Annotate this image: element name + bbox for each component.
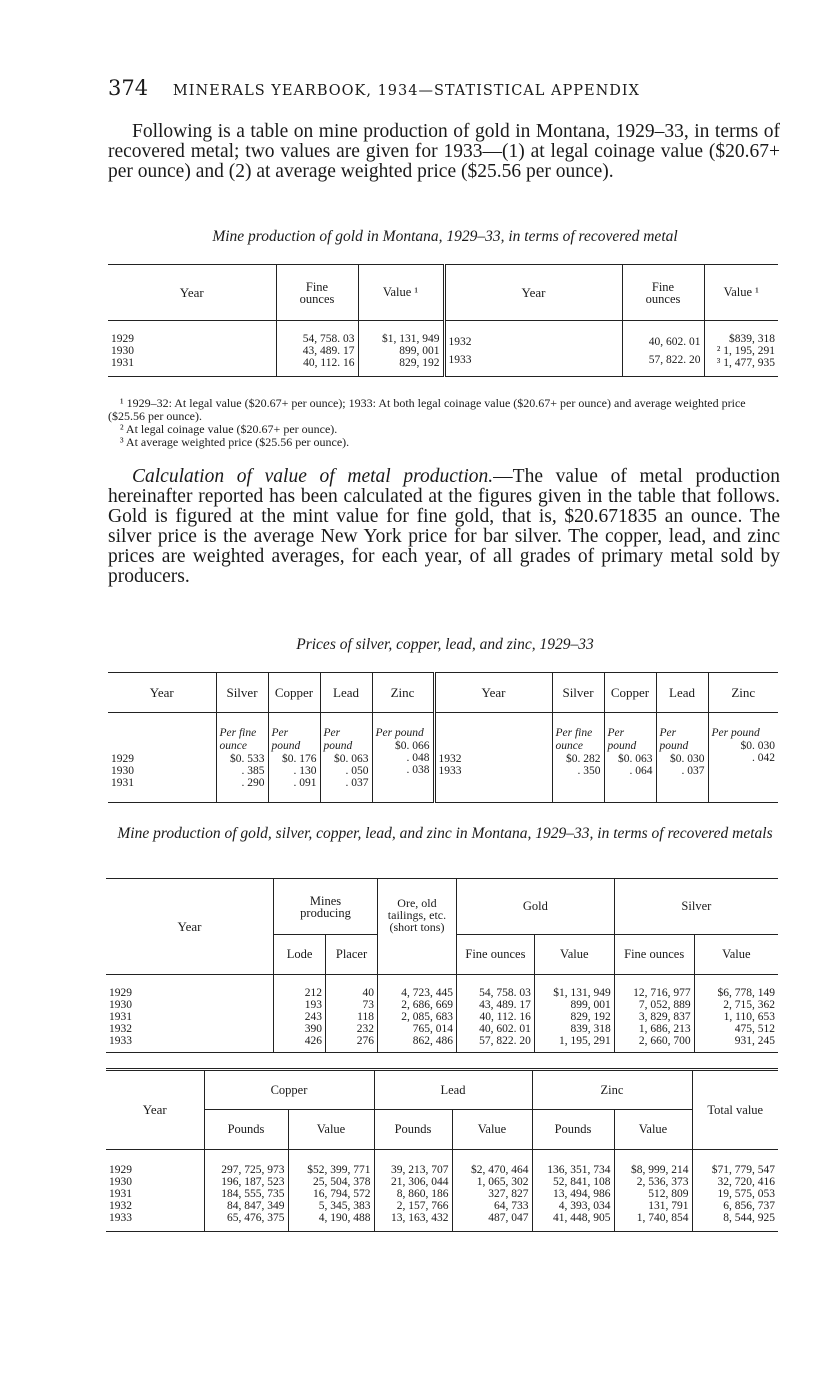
t2-year: 1933 [438, 765, 462, 777]
table3-lode: 243 [274, 1011, 326, 1023]
table4-pb-lb: 2, 157, 766 [374, 1200, 452, 1212]
t2-unit-copper: Per pound [271, 727, 301, 752]
table3-year: 1931 [109, 1010, 132, 1023]
t3-col-silver-value: Value [694, 935, 778, 975]
table3-lode: 426 [274, 1035, 326, 1047]
col-value-2: Value ¹ [704, 265, 778, 321]
table4-year: 1931 [109, 1187, 132, 1200]
table-row [106, 1035, 778, 1047]
t2-lead: . 050 [345, 765, 369, 777]
table3-gold-oz: 40, 112. 16 [456, 1011, 534, 1023]
running-title: MINERALS YEARBOOK, 1934—STATISTICAL APPENDIX [172, 83, 640, 99]
table3-ore: 2, 686, 669 [377, 999, 456, 1011]
table4-cu-val: 5, 345, 383 [288, 1200, 374, 1212]
table4-pb-val: 487, 047 [452, 1212, 532, 1224]
table-row [106, 1188, 778, 1200]
table4-pb-lb: 8, 860, 186 [374, 1188, 452, 1200]
t3-col-gold-value: Value [534, 935, 614, 975]
table4-total: 19, 575, 053 [692, 1188, 778, 1200]
table3-gold-val: 829, 192 [534, 1011, 614, 1023]
t2-year: 1929 [111, 753, 134, 765]
t4-col-total: Total value [692, 1070, 778, 1150]
table4-zn-lb: 13, 494, 986 [532, 1188, 614, 1200]
t2-zinc: . 038 [406, 764, 430, 776]
table3-silver-val: 2, 715, 362 [694, 999, 778, 1011]
t4-col-copper: Copper [204, 1070, 374, 1110]
t2-col-year: Year [149, 684, 174, 700]
t2-year: 1931 [111, 777, 134, 789]
t1-fine-ounces: 40, 112. 16 [303, 357, 355, 369]
table-row [106, 1200, 778, 1212]
table2-data [108, 713, 778, 803]
t2-copper: . 130 [293, 765, 317, 777]
col-year-2: Year [444, 265, 622, 321]
t4-col-cu-pounds: Pounds [204, 1110, 288, 1150]
table-row [106, 1212, 778, 1224]
t1-year: 1931 [111, 357, 134, 369]
table4-zn-val: 2, 536, 373 [614, 1176, 692, 1188]
table4-zn-val: 512, 809 [614, 1188, 692, 1200]
table3-silver-oz: 1, 686, 213 [614, 1023, 694, 1035]
gold-production-table [108, 264, 778, 377]
t3-col-silver: Silver [614, 879, 778, 935]
footnote-1: ¹ 1929–32: At legal value ($20.67+ per ounce); 1933: At both legal coinage value ($20.67+ per ounce) and average weighted price ($25.56 per ounce). [108, 396, 746, 423]
t2-unit-lead: Per pound [659, 727, 689, 752]
t1-fine-ounces: 40, 602. 01 [648, 336, 701, 348]
table3-gold-val: 1, 195, 291 [534, 1035, 614, 1047]
t2-unit-zinc: Per pound [711, 727, 760, 739]
table4-year: 1929 [109, 1163, 132, 1176]
table4-pb-lb: 39, 213, 707 [374, 1164, 452, 1176]
table3-silver-oz: 7, 052, 889 [614, 999, 694, 1011]
table3-gold-oz: 40, 602. 01 [456, 1023, 534, 1035]
t1-fine-ounces: 43, 489. 17 [302, 345, 355, 357]
table3-caption: Mine production of gold, silver, copper, lead, and zinc in Montana, 1929–33, in terms of recovered metals [117, 825, 773, 842]
table4-pb-lb: 21, 306, 044 [374, 1176, 452, 1188]
t2-unit-silver: Per fine ounce [219, 727, 257, 752]
table3-year: 1933 [109, 1034, 132, 1047]
t1-value-weighted: ³ 1, 477, 935 [716, 357, 775, 369]
table3-lode: 390 [274, 1023, 326, 1035]
table2-caption: Prices of silver, copper, lead, and zinc, 1929–33 [296, 636, 594, 653]
table4-cu-val: 4, 190, 488 [288, 1212, 374, 1224]
table4-zn-lb: 41, 448, 905 [532, 1212, 614, 1224]
table4-pb-val: 64, 733 [452, 1200, 532, 1212]
t2-zinc: . 042 [752, 752, 775, 764]
table3-silver-val: 1, 110, 653 [694, 1011, 778, 1023]
table-row [106, 1176, 778, 1188]
t1-value: 899, 001 [399, 345, 440, 357]
table4-total: 8, 544, 925 [692, 1212, 778, 1224]
t2-copper: . 091 [293, 777, 317, 789]
page-header [108, 76, 788, 100]
table3-silver-val: 931, 245 [694, 1035, 778, 1047]
t1-year: 1930 [111, 345, 134, 357]
table-row [106, 1011, 778, 1023]
t1-year: 1932 [448, 336, 472, 348]
table3-gold-val: $1, 131, 949 [534, 987, 614, 999]
calc-text: —The value of metal production hereinafter reported has been calculated at the figures given in the table that follows. Gold is figured at the mint value for fine gold, that is, $20.671835 an ounce. The silver price is the average New York price for bar silver. The copper, lead, and zinc prices are weighted averages, for each year, of all grades of primary metal sold by producers. [108, 466, 780, 587]
table4-cu-val: 25, 504, 378 [288, 1176, 374, 1188]
intro-text: Following is a table on mine production of gold in Montana, 1929–33, in terms of recovered metal; two values are given for 1933—(1) at legal coinage value ($20.67+ per ounce) and (2) at average weighted price ($25.56 per ounce). [108, 121, 780, 182]
t2-col-silver-2: Silver [552, 673, 604, 713]
t2-col-year-2: Year [434, 673, 552, 713]
table4-zn-lb: 4, 393, 034 [532, 1200, 614, 1212]
t1-year: 1933 [448, 354, 472, 366]
metal-prices-table [108, 672, 778, 803]
t3-col-silver-oz: Fine ounces [614, 935, 694, 975]
intro-paragraph [108, 122, 780, 182]
table4-cu-lb: 184, 555, 735 [204, 1188, 288, 1200]
calc-lead: Calculation of value of metal production. [132, 466, 494, 487]
t2-lead: . 037 [681, 765, 705, 777]
table4-cu-lb: 65, 476, 375 [204, 1212, 288, 1224]
t2-year: 1930 [111, 765, 134, 777]
table3-silver-oz: 12, 716, 977 [614, 987, 694, 999]
t3-col-lode: Lode [274, 935, 326, 975]
table4-pb-val: $2, 470, 464 [452, 1164, 532, 1176]
table4-year: 1930 [109, 1175, 132, 1188]
table4-year: 1933 [109, 1211, 132, 1224]
t2-unit-zinc: Per pound [375, 727, 424, 739]
table3-ore: 2, 085, 683 [377, 1011, 456, 1023]
t2-unit-silver: Per fine ounce [555, 727, 593, 752]
col-value: Value ¹ [358, 265, 444, 321]
calculation-paragraph [108, 467, 780, 587]
table3-silver-oz: 2, 660, 700 [614, 1035, 694, 1047]
t2-unit-lead: Per pound [323, 727, 353, 752]
table3-gold-oz: 54, 758. 03 [456, 987, 534, 999]
table4-zn-lb: 52, 841, 108 [532, 1176, 614, 1188]
t3-col-mines: Mines producing [274, 879, 378, 935]
table3-year: 1929 [109, 986, 132, 999]
t2-col-zinc: Zinc [372, 673, 434, 713]
table4-total: $71, 779, 547 [692, 1164, 778, 1176]
t2-silver: $0. 282 [566, 753, 601, 765]
t1-value: 829, 192 [399, 357, 440, 369]
t4-col-zn-pounds: Pounds [532, 1110, 614, 1150]
footnote-3: ³ At average weighted price ($25.56 per ounce). [120, 435, 350, 449]
copper-lead-zinc-table [106, 1068, 778, 1232]
t1-value: $1, 131, 949 [382, 333, 440, 345]
t1-year: 1929 [111, 333, 134, 345]
table3-year: 1930 [109, 998, 132, 1011]
table3-silver-val: $6, 778, 149 [694, 987, 778, 999]
footnote-2: ² At legal coinage value ($20.67+ per ounce). [120, 422, 338, 436]
t2-silver: . 385 [241, 765, 265, 777]
t4-col-cu-value: Value [288, 1110, 374, 1150]
montana-production-table [106, 878, 778, 1053]
table3-placer: 73 [326, 999, 378, 1011]
t3-col-gold-oz: Fine ounces [456, 935, 534, 975]
table4-pb-val: 1, 065, 302 [452, 1176, 532, 1188]
table1-caption: Mine production of gold in Montana, 1929–33, in terms of recovered metal [212, 228, 678, 245]
t3-col-gold: Gold [456, 879, 614, 935]
table4-pb-lb: 13, 163, 432 [374, 1212, 452, 1224]
t4-col-pb-value: Value [452, 1110, 532, 1150]
table-row [106, 1164, 778, 1176]
table4-total: 32, 720, 416 [692, 1176, 778, 1188]
page-number: 374 [108, 76, 149, 100]
col-year: Year [179, 284, 204, 300]
table1-data [108, 321, 778, 377]
t4-col-zinc: Zinc [532, 1070, 692, 1110]
table4-zn-lb: 136, 351, 734 [532, 1164, 614, 1176]
table-row [106, 999, 778, 1011]
t2-col-copper: Copper [268, 673, 320, 713]
table-row [106, 1023, 778, 1035]
t2-col-lead: Lead [320, 673, 372, 713]
t3-col-ore: Ore, old tailings, etc. (short tons) [377, 879, 456, 975]
table3-placer: 232 [326, 1023, 378, 1035]
t2-silver: $0. 533 [230, 753, 265, 765]
t1-fine-ounces: 54, 758. 03 [302, 333, 355, 345]
table4-pb-val: 327, 827 [452, 1188, 532, 1200]
t2-col-zinc-2: Zinc [708, 673, 778, 713]
t2-silver: . 350 [577, 765, 601, 777]
t1-value: $839, 318 [729, 333, 775, 345]
t4-col-zn-value: Value [614, 1110, 692, 1150]
t2-lead: $0. 030 [670, 753, 705, 765]
table3-placer: 118 [326, 1011, 378, 1023]
table3-ore: 765, 014 [377, 1023, 456, 1035]
t4-col-pb-pounds: Pounds [374, 1110, 452, 1150]
t2-silver: . 290 [241, 777, 265, 789]
t2-zinc: $0. 066 [395, 740, 430, 752]
t3-col-placer: Placer [326, 935, 378, 975]
table3-placer: 276 [326, 1035, 378, 1047]
table3-lode: 212 [274, 987, 326, 999]
t2-col-copper-2: Copper [604, 673, 656, 713]
table4-total: 6, 856, 737 [692, 1200, 778, 1212]
t3-col-year: Year [106, 879, 274, 975]
col-fine-ounces: Fine ounces [276, 265, 358, 321]
t2-unit-copper: Per pound [607, 727, 637, 752]
t2-lead: $0. 063 [334, 753, 369, 765]
table-row [106, 987, 778, 999]
table4-cu-val: 16, 794, 572 [288, 1188, 374, 1200]
t2-lead: . 037 [345, 777, 369, 789]
table4-cu-lb: 196, 187, 523 [204, 1176, 288, 1188]
table4-year: 1932 [109, 1199, 132, 1212]
col-fine-ounces-2: Fine ounces [622, 265, 704, 321]
table3-ore: 4, 723, 445 [377, 987, 456, 999]
t2-copper: $0. 176 [282, 753, 317, 765]
table3-ore: 862, 486 [377, 1035, 456, 1047]
table3-placer: 40 [326, 987, 378, 999]
table3-silver-val: 475, 512 [694, 1023, 778, 1035]
t2-zinc: . 048 [406, 752, 430, 764]
table3-gold-val: 839, 318 [534, 1023, 614, 1035]
t2-col-lead-2: Lead [656, 673, 708, 713]
table3-gold-oz: 43, 489. 17 [456, 999, 534, 1011]
table3-gold-val: 899, 001 [534, 999, 614, 1011]
table4-cu-val: $52, 399, 771 [288, 1164, 374, 1176]
t1-fine-ounces: 57, 822. 20 [648, 354, 701, 366]
table3-lode: 193 [274, 999, 326, 1011]
t4-col-year: Year [106, 1070, 204, 1150]
table4-zn-val: $8, 999, 214 [614, 1164, 692, 1176]
table3-silver-oz: 3, 829, 837 [614, 1011, 694, 1023]
table1-footnotes [108, 397, 783, 449]
table4-zn-val: 131, 791 [614, 1200, 692, 1212]
table3-gold-oz: 57, 822. 20 [456, 1035, 534, 1047]
table3-year: 1932 [109, 1022, 132, 1035]
t2-col-silver: Silver [216, 673, 268, 713]
t2-copper: . 064 [629, 765, 653, 777]
table4-cu-lb: 84, 847, 349 [204, 1200, 288, 1212]
t2-copper: $0. 063 [618, 753, 653, 765]
t4-col-lead: Lead [374, 1070, 532, 1110]
t1-value-legal: ² 1, 195, 291 [716, 345, 775, 357]
t2-year: 1932 [438, 753, 462, 765]
table4-zn-val: 1, 740, 854 [614, 1212, 692, 1224]
table4-cu-lb: 297, 725, 973 [204, 1164, 288, 1176]
t2-zinc: $0. 030 [740, 740, 775, 752]
